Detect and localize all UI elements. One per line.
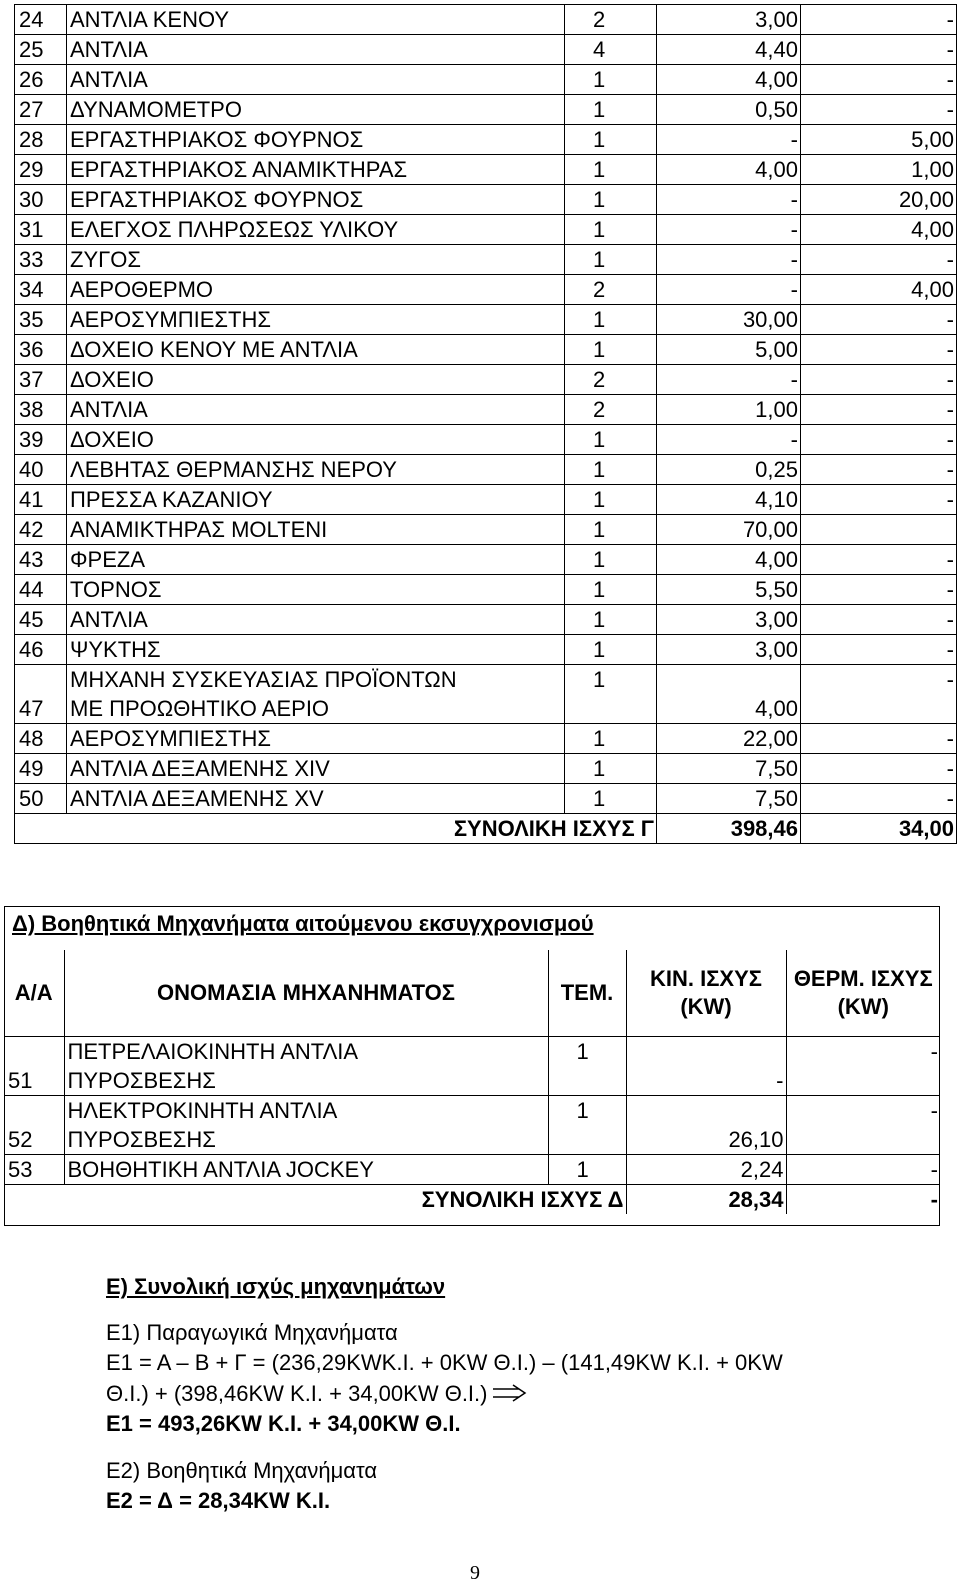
table-row bbox=[15, 784, 957, 814]
row-number: 30 bbox=[15, 185, 67, 215]
row-name bbox=[64, 1096, 548, 1155]
row-therm-power: 1,00 bbox=[801, 155, 957, 185]
row-qty: 1 bbox=[565, 605, 657, 635]
row-qty: 1 bbox=[565, 335, 657, 365]
table-row bbox=[15, 155, 957, 185]
e1-equation-line1: Ε1 = Α – Β + Γ = (236,29KWK.I. + 0KW Θ.Ι.) – (141,49KW Κ.Ι. + 0KW bbox=[106, 1350, 783, 1375]
row-kin-power: 1,00 bbox=[657, 395, 801, 425]
row-number: 27 bbox=[15, 95, 67, 125]
row-therm-power: - bbox=[801, 665, 957, 724]
row-therm-power: 4,00 bbox=[801, 275, 957, 305]
row-name: ΨΥΚΤΗΣ bbox=[67, 635, 565, 665]
implies-arrow-icon bbox=[493, 1382, 527, 1408]
row-kin-power: 22,00 bbox=[657, 724, 801, 754]
table-row bbox=[15, 485, 957, 515]
total-therm-power: 34,00 bbox=[801, 814, 957, 844]
row-therm-power: - bbox=[801, 305, 957, 335]
row-qty: 1 bbox=[565, 485, 657, 515]
row-number: 29 bbox=[15, 155, 67, 185]
row-kin-power: - bbox=[657, 365, 801, 395]
row-qty: 1 bbox=[565, 215, 657, 245]
row-kin-power: 0,25 bbox=[657, 455, 801, 485]
row-kin-power: 3,00 bbox=[657, 605, 801, 635]
row-number: 41 bbox=[15, 485, 67, 515]
e2-title: Ε2) Βοηθητικά Μηχανήματα bbox=[106, 1458, 378, 1483]
row-therm-power: - bbox=[801, 605, 957, 635]
page-number: 9 bbox=[470, 1562, 480, 1584]
e1-equation-line2 bbox=[106, 1381, 527, 1408]
table-row bbox=[15, 5, 957, 35]
row-number: 34 bbox=[15, 275, 67, 305]
row-name-line1: ΠΕΤΡΕΛΑΙΟΚΙΝΗΤΗ ΑΝΤΛΙΑ bbox=[67, 1039, 359, 1064]
row-therm-power: 5,00 bbox=[801, 125, 957, 155]
row-kin-power: - bbox=[657, 245, 801, 275]
row-kin-power: 0,50 bbox=[657, 95, 801, 125]
row-name: ΖΥΓΟΣ bbox=[67, 245, 565, 275]
row-name-line1: ΗΛΕΚΤΡΟΚΙΝΗΤΗ ΑΝΤΛΙΑ bbox=[67, 1098, 338, 1123]
table-row bbox=[15, 724, 957, 754]
e1-title: Ε1) Παραγωγικά Μηχανήματα bbox=[106, 1320, 398, 1345]
table-row bbox=[15, 185, 957, 215]
row-name: ΑΝΑΜΙΚΤΗΡΑΣ MOLTENI bbox=[67, 515, 565, 545]
row-name: ΑΝΤΛΙΑ bbox=[67, 395, 565, 425]
row-qty: 4 bbox=[565, 35, 657, 65]
row-name bbox=[64, 1037, 548, 1096]
row-name: ΑΝΤΛΙΑ bbox=[67, 605, 565, 635]
row-name: ΑΕΡΟΘΕΡΜΟ bbox=[67, 275, 565, 305]
row-number: 31 bbox=[15, 215, 67, 245]
row-kin-power: - bbox=[657, 425, 801, 455]
row-number: 37 bbox=[15, 365, 67, 395]
row-number: 33 bbox=[15, 245, 67, 275]
row-name: ΤΟΡΝΟΣ bbox=[67, 575, 565, 605]
row-therm-power: - bbox=[801, 455, 957, 485]
row-kin-power: 4,00 bbox=[657, 665, 801, 724]
row-name: ΑΝΤΛΙΑ bbox=[67, 35, 565, 65]
row-kin-power: - bbox=[657, 275, 801, 305]
row-therm-power: 4,00 bbox=[801, 215, 957, 245]
row-number: 51 bbox=[4, 1037, 64, 1096]
row-therm-power: - bbox=[801, 575, 957, 605]
row-kin-power: 30,00 bbox=[657, 305, 801, 335]
row-qty: 1 bbox=[565, 545, 657, 575]
row-qty: 1 bbox=[565, 425, 657, 455]
table-row bbox=[15, 65, 957, 95]
row-number: 35 bbox=[15, 305, 67, 335]
table-row bbox=[15, 215, 957, 245]
row-qty: 1 bbox=[565, 635, 657, 665]
row-name: ΑΝΤΛΙΑ ΚΕΝΟΥ bbox=[67, 5, 565, 35]
row-name: ΔΥΝΑΜΟΜΕΤΡΟ bbox=[67, 95, 565, 125]
section-e-title: Ε) Συνολική ισχύς μηχανημάτων bbox=[106, 1274, 446, 1299]
table-row bbox=[15, 754, 957, 784]
table-d-header-row bbox=[4, 950, 940, 1037]
row-therm-power: - bbox=[801, 724, 957, 754]
header-qty: ΤΕΜ. bbox=[548, 950, 626, 1037]
table-row bbox=[15, 665, 957, 724]
header-aa: Α/Α bbox=[4, 950, 64, 1037]
row-therm-power bbox=[801, 515, 957, 545]
table-row bbox=[15, 125, 957, 155]
row-qty: 1 bbox=[565, 784, 657, 814]
row-kin-power: 7,50 bbox=[657, 754, 801, 784]
row-number: 43 bbox=[15, 545, 67, 575]
row-qty: 1 bbox=[565, 185, 657, 215]
row-number: 28 bbox=[15, 125, 67, 155]
row-name: ΕΡΓΑΣΤΗΡΙΑΚΟΣ ΦΟΥΡΝΟΣ bbox=[67, 125, 565, 155]
row-therm-power: - bbox=[801, 65, 957, 95]
row-number: 46 bbox=[15, 635, 67, 665]
table-row bbox=[15, 635, 957, 665]
row-number: 24 bbox=[15, 5, 67, 35]
row-therm-power: 20,00 bbox=[801, 185, 957, 215]
row-number: 45 bbox=[15, 605, 67, 635]
row-name: ΔΟΧΕΙΟ ΚΕΝΟΥ ΜΕ ΑΝΤΛΙΑ bbox=[67, 335, 565, 365]
row-kin-power: - bbox=[657, 185, 801, 215]
row-name-line2: ΠΥΡΟΣΒΕΣΗΣ bbox=[67, 1127, 216, 1152]
row-name: ΑΕΡΟΣΥΜΠΙΕΣΤΗΣ bbox=[67, 724, 565, 754]
row-name: ΑΝΤΛΙΑ bbox=[67, 65, 565, 95]
row-kin-power: 2,24 bbox=[626, 1155, 786, 1185]
row-number: 38 bbox=[15, 395, 67, 425]
row-name: ΑΕΡΟΣΥΜΠΙΕΣΤΗΣ bbox=[67, 305, 565, 335]
row-kin-power: 4,00 bbox=[657, 155, 801, 185]
machines-table-c bbox=[14, 4, 957, 844]
row-name: ΕΛΕΓΧΟΣ ΠΛΗΡΩΣΕΩΣ ΥΛΙΚΟΥ bbox=[67, 215, 565, 245]
table-row bbox=[15, 275, 957, 305]
e2-result: Ε2 = Δ = 28,34KW Κ.Ι. bbox=[106, 1488, 331, 1513]
table-row bbox=[15, 455, 957, 485]
row-kin-power: 3,00 bbox=[657, 635, 801, 665]
row-name-line2: ΜΕ ΠΡΟΩΘΗΤΙΚΟ ΑΕΡΙΟ bbox=[70, 696, 330, 721]
total-kin-power: 398,46 bbox=[657, 814, 801, 844]
table-row bbox=[15, 425, 957, 455]
header-therm: ΘΕΡΜ. ΙΣΧΥΣ (KW) bbox=[786, 950, 940, 1037]
table-row bbox=[15, 575, 957, 605]
row-name: ΠΡΕΣΣΑ ΚΑΖΑΝΙΟΥ bbox=[67, 485, 565, 515]
row-number: 50 bbox=[15, 784, 67, 814]
row-kin-power: 26,10 bbox=[626, 1096, 786, 1155]
row-name bbox=[67, 665, 565, 724]
row-number: 47 bbox=[15, 665, 67, 724]
table-row bbox=[15, 35, 957, 65]
machines-table-d bbox=[4, 950, 940, 1214]
row-kin-power: 7,50 bbox=[657, 784, 801, 814]
row-therm-power: - bbox=[801, 335, 957, 365]
row-number: 44 bbox=[15, 575, 67, 605]
row-qty: 1 bbox=[565, 95, 657, 125]
row-qty: 2 bbox=[565, 395, 657, 425]
table-row bbox=[4, 1155, 940, 1185]
row-name: ΛΕΒΗΤΑΣ ΘΕΡΜΑΝΣΗΣ ΝΕΡΟΥ bbox=[67, 455, 565, 485]
row-qty: 1 bbox=[565, 455, 657, 485]
row-name: ΔΟΧΕΙΟ bbox=[67, 425, 565, 455]
row-therm-power: - bbox=[801, 485, 957, 515]
row-kin-power: 4,40 bbox=[657, 35, 801, 65]
row-qty: 1 bbox=[565, 515, 657, 545]
row-therm-power: - bbox=[801, 545, 957, 575]
e1-equation-line2-text: Θ.Ι.) + (398,46KW Κ.Ι. + 34,00KW Θ.Ι.) bbox=[106, 1381, 488, 1406]
row-qty: 2 bbox=[565, 365, 657, 395]
table-row bbox=[15, 515, 957, 545]
row-kin-power: 4,00 bbox=[657, 65, 801, 95]
table-row bbox=[15, 305, 957, 335]
table-row bbox=[15, 245, 957, 275]
total-therm-power: - bbox=[786, 1185, 940, 1215]
table-d-total-row bbox=[4, 1185, 940, 1215]
table-row bbox=[15, 335, 957, 365]
row-number: 53 bbox=[4, 1155, 64, 1185]
row-therm-power: - bbox=[801, 95, 957, 125]
row-name: ΕΡΓΑΣΤΗΡΙΑΚΟΣ ΑΝΑΜΙΚΤΗΡΑΣ bbox=[67, 155, 565, 185]
row-therm-power: - bbox=[801, 365, 957, 395]
row-qty: 1 bbox=[565, 305, 657, 335]
header-kin: ΚΙΝ. ΙΣΧΥΣ (KW) bbox=[626, 950, 786, 1037]
row-qty: 1 bbox=[565, 754, 657, 784]
row-qty: 1 bbox=[565, 125, 657, 155]
row-qty: 2 bbox=[565, 275, 657, 305]
row-name: ΦΡΕΖΑ bbox=[67, 545, 565, 575]
header-name: ΟΝΟΜΑΣΙΑ ΜΗΧΑΝΗΜΑΤΟΣ bbox=[64, 950, 548, 1037]
table-row bbox=[4, 1037, 940, 1096]
row-number: 42 bbox=[15, 515, 67, 545]
row-kin-power: - bbox=[657, 125, 801, 155]
table-row bbox=[15, 365, 957, 395]
row-name: ΑΝΤΛΙΑ ΔΕΞΑΜΕΝΗΣ XV bbox=[67, 784, 565, 814]
row-name-line2: ΠΥΡΟΣΒΕΣΗΣ bbox=[67, 1068, 216, 1093]
row-kin-power: 5,50 bbox=[657, 575, 801, 605]
row-kin-power: 4,10 bbox=[657, 485, 801, 515]
row-qty: 1 bbox=[548, 1096, 626, 1155]
row-kin-power: 70,00 bbox=[657, 515, 801, 545]
row-therm-power: - bbox=[801, 635, 957, 665]
row-therm-power: - bbox=[801, 245, 957, 275]
table-row bbox=[15, 545, 957, 575]
row-number: 49 bbox=[15, 754, 67, 784]
table-row bbox=[4, 1096, 940, 1155]
table-row bbox=[15, 95, 957, 125]
row-name: ΒΟΗΘΗΤΙΚΗ ΑΝΤΛΙΑ JOCKEY bbox=[64, 1155, 548, 1185]
row-therm-power: - bbox=[786, 1155, 940, 1185]
row-therm-power: - bbox=[786, 1037, 940, 1096]
row-number: 48 bbox=[15, 724, 67, 754]
row-qty: 1 bbox=[565, 65, 657, 95]
row-therm-power: - bbox=[801, 5, 957, 35]
row-therm-power: - bbox=[801, 784, 957, 814]
machines-table-c-body bbox=[15, 5, 957, 844]
row-kin-power: - bbox=[657, 215, 801, 245]
row-qty: 1 bbox=[565, 155, 657, 185]
row-therm-power: - bbox=[801, 425, 957, 455]
row-therm-power: - bbox=[801, 35, 957, 65]
row-qty: 1 bbox=[548, 1037, 626, 1096]
row-qty: 1 bbox=[565, 665, 657, 724]
total-label: ΣΥΝΟΛΙΚΗ ΙΣΧΥΣ Γ bbox=[15, 814, 657, 844]
row-name: ΔΟΧΕΙΟ bbox=[67, 365, 565, 395]
section-d-title: Δ) Βοηθητικά Μηχανήματα αιτούμενου εκσυγχρονισμού bbox=[12, 911, 594, 936]
row-number: 52 bbox=[4, 1096, 64, 1155]
row-qty: 1 bbox=[565, 575, 657, 605]
row-therm-power: - bbox=[786, 1096, 940, 1155]
total-kin-power: 28,34 bbox=[626, 1185, 786, 1215]
row-qty: 2 bbox=[565, 5, 657, 35]
row-therm-power: - bbox=[801, 754, 957, 784]
total-label: ΣΥΝΟΛΙΚΗ ΙΣΧΥΣ Δ bbox=[4, 1185, 626, 1215]
row-number: 39 bbox=[15, 425, 67, 455]
row-kin-power: 4,00 bbox=[657, 545, 801, 575]
e1-result: Ε1 = 493,26KW Κ.Ι. + 34,00KW Θ.Ι. bbox=[106, 1411, 461, 1436]
table-c-total-row bbox=[15, 814, 957, 844]
row-therm-power: - bbox=[801, 395, 957, 425]
row-kin-power: - bbox=[626, 1037, 786, 1096]
row-qty: 1 bbox=[548, 1155, 626, 1185]
row-number: 36 bbox=[15, 335, 67, 365]
row-name: ΕΡΓΑΣΤΗΡΙΑΚΟΣ ΦΟΥΡΝΟΣ bbox=[67, 185, 565, 215]
row-qty: 1 bbox=[565, 724, 657, 754]
row-qty: 1 bbox=[565, 245, 657, 275]
row-kin-power: 3,00 bbox=[657, 5, 801, 35]
row-kin-power: 5,00 bbox=[657, 335, 801, 365]
table-row bbox=[15, 605, 957, 635]
table-row bbox=[15, 395, 957, 425]
row-number: 40 bbox=[15, 455, 67, 485]
row-name-line1: ΜΗΧΑΝΗ ΣΥΣΚΕΥΑΣΙΑΣ ΠΡΟΪΟΝΤΩΝ bbox=[70, 667, 457, 692]
row-number: 25 bbox=[15, 35, 67, 65]
row-name: ΑΝΤΛΙΑ ΔΕΞΑΜΕΝΗΣ XIV bbox=[67, 754, 565, 784]
row-number: 26 bbox=[15, 65, 67, 95]
